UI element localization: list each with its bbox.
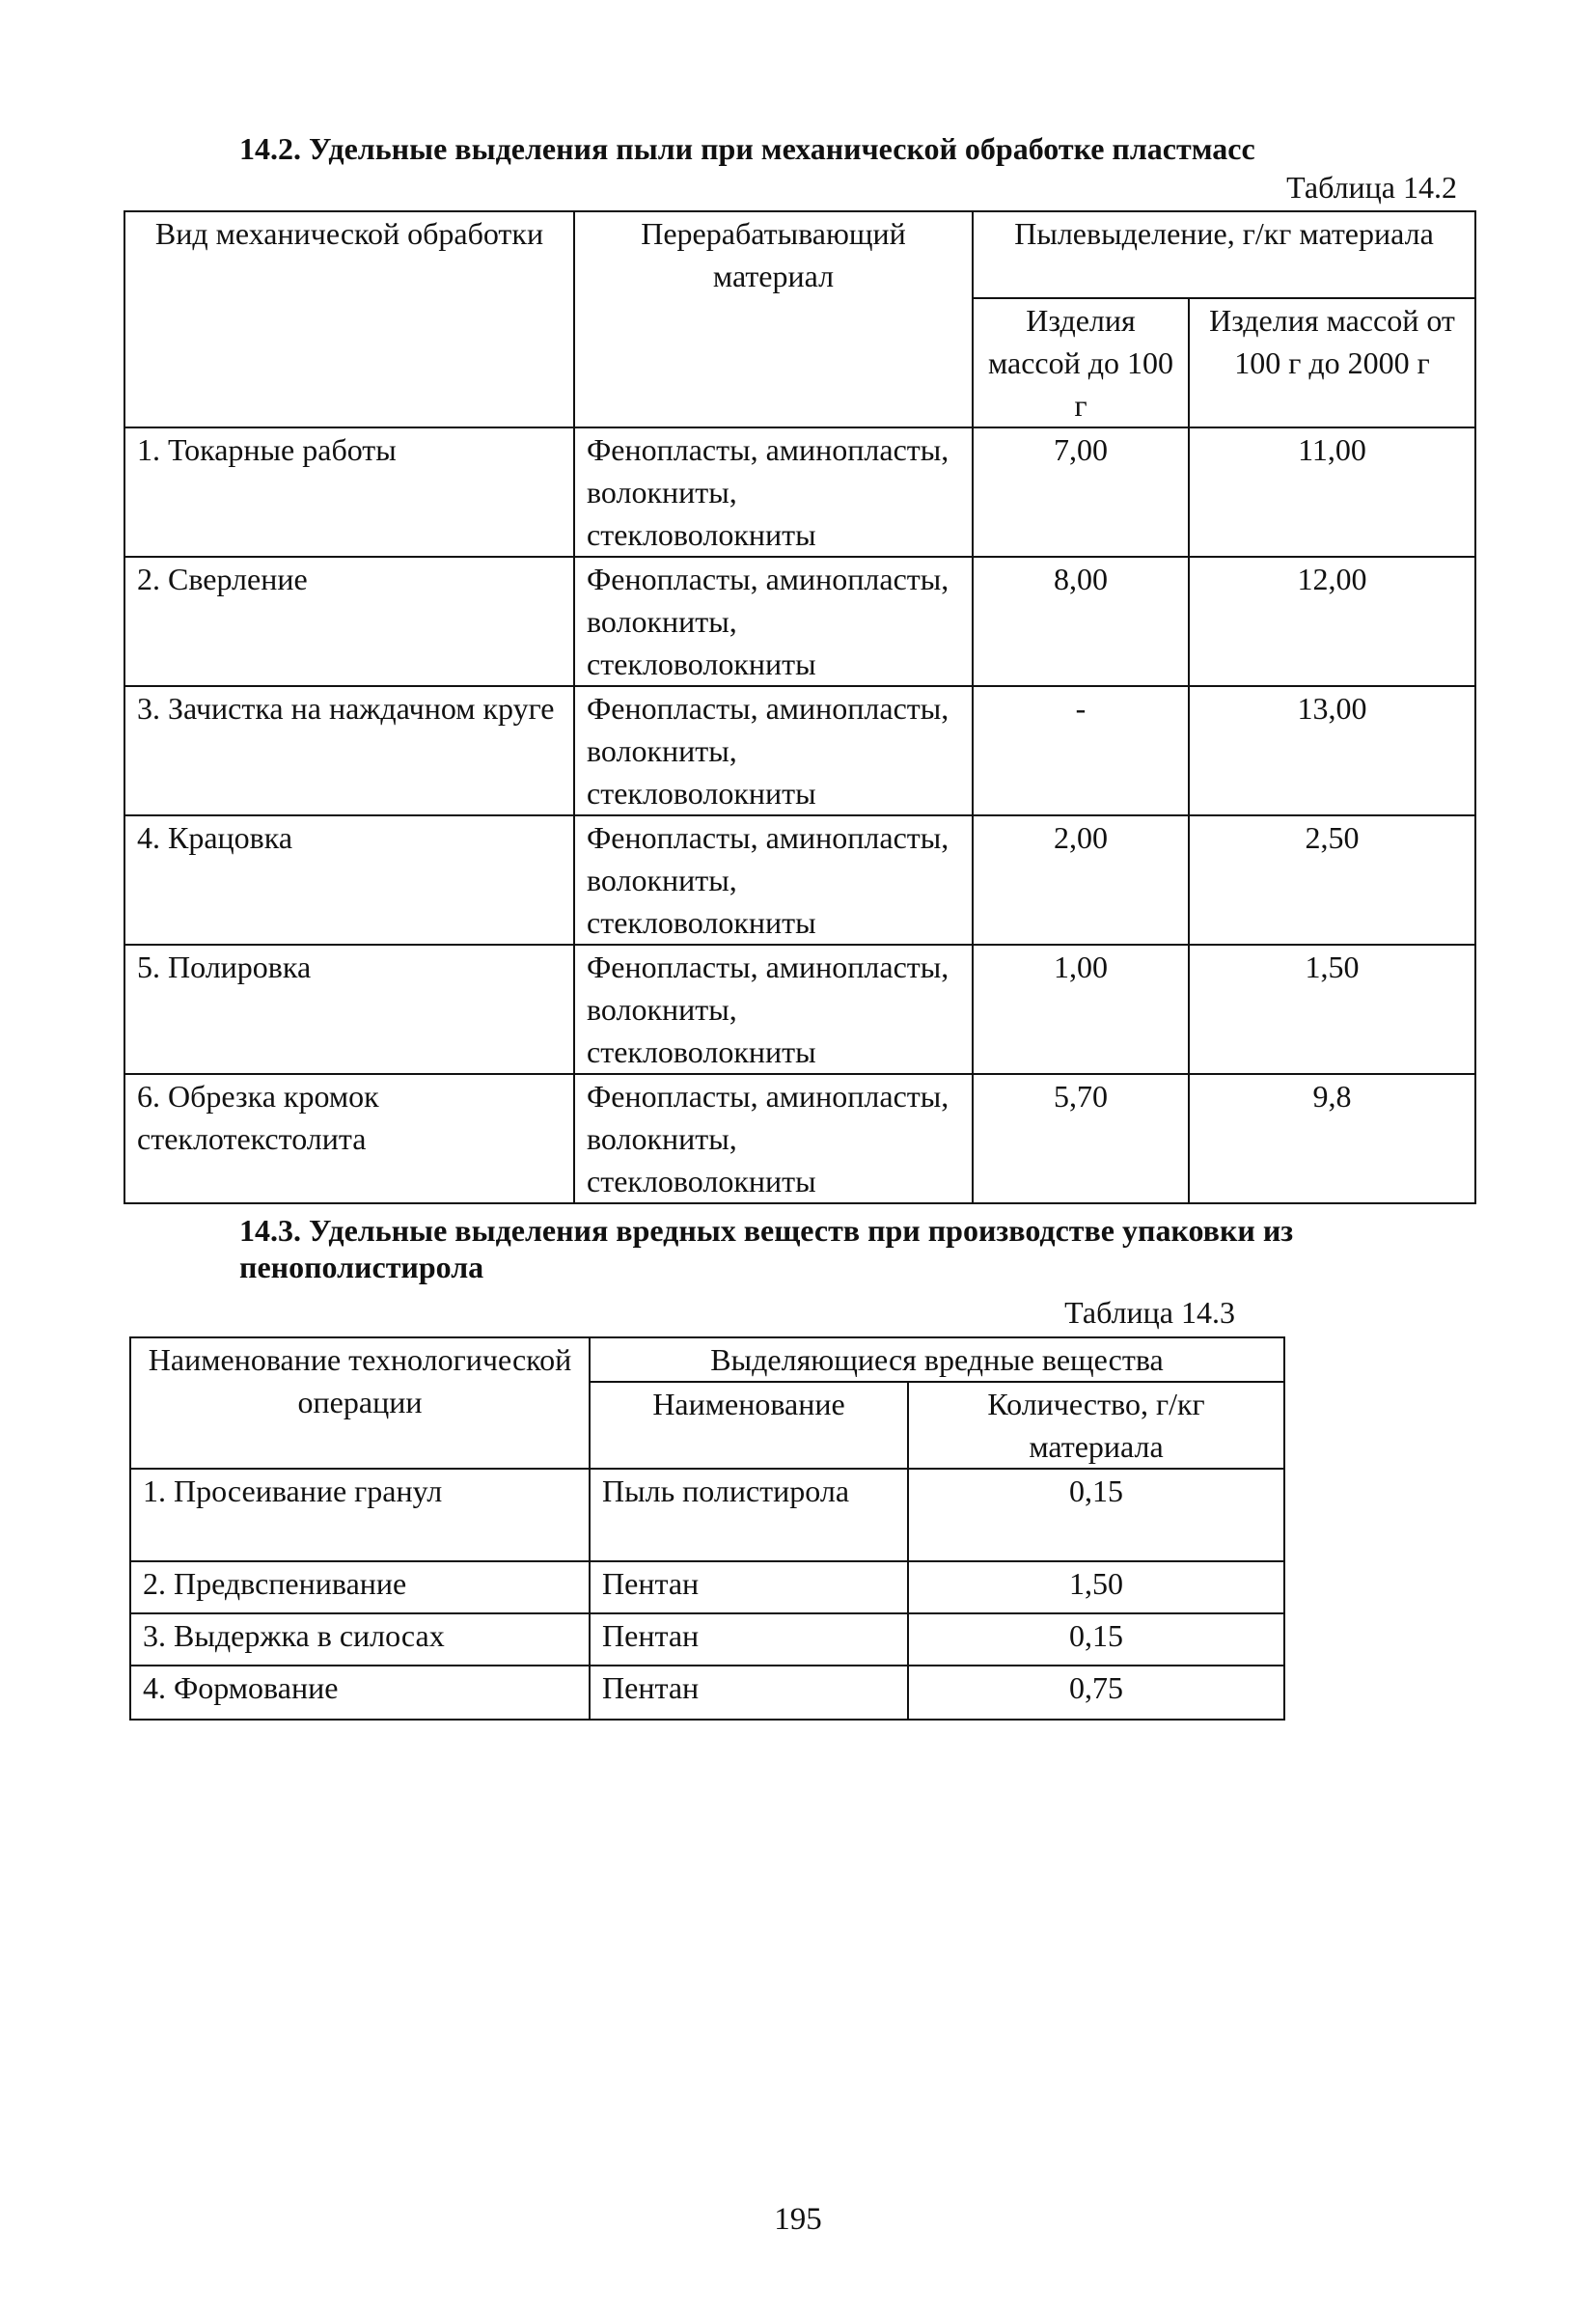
section-14-2-heading: 14.2. Удельные выделения пыли при механической обработке пластмасс [239, 131, 1255, 166]
table-14-3 [129, 1336, 1285, 1721]
treatment-type: 6. Обрезка кромок стеклотекстолита [124, 1074, 574, 1203]
table-row [124, 427, 1475, 557]
section-14-3-heading: 14.3. Удельные выделения вредных веществ при производстве упаковки из пенополистирола [239, 1213, 1294, 1284]
material: Фенопласты, аминопласты, волокниты, стекловолокниты [574, 686, 973, 815]
treatment-type: 4. Крацовка [124, 815, 574, 945]
table-14-2-caption: Таблица 14.2 [1286, 170, 1457, 205]
table-row [124, 686, 1475, 815]
amount: 1,50 [908, 1561, 1284, 1613]
operation: 2. Предвспенивание [130, 1561, 590, 1613]
value-large: 11,00 [1189, 427, 1475, 557]
header-amount: Количество, г/кг материала [908, 1382, 1284, 1469]
table-14-2 [124, 210, 1476, 1204]
value-large: 9,8 [1189, 1074, 1475, 1203]
treatment-type: 3. Зачистка на наждачном круге [124, 686, 574, 815]
material: Фенопласты, аминопласты, волокниты, стекловолокниты [574, 945, 973, 1074]
substance: Пентан [590, 1561, 908, 1613]
operation: 1. Просеивание гранул [130, 1469, 590, 1561]
value-small: 2,00 [973, 815, 1189, 945]
header-substance-name: Наименование [590, 1382, 908, 1469]
table-row [130, 1666, 1284, 1720]
operation: 4. Формование [130, 1666, 590, 1720]
value-large: 2,50 [1189, 815, 1475, 945]
page-number: 195 [774, 2202, 822, 2237]
table-row [130, 1613, 1284, 1666]
material: Фенопласты, аминопласты, волокниты, стекловолокниты [574, 815, 973, 945]
value-large: 13,00 [1189, 686, 1475, 815]
value-large: 1,50 [1189, 945, 1475, 1074]
table-row [124, 557, 1475, 686]
amount: 0,15 [908, 1613, 1284, 1666]
value-small: - [973, 686, 1189, 815]
table-row [124, 945, 1475, 1074]
substance: Пентан [590, 1666, 908, 1720]
header-dust-emission: Пылевыделение, г/кг материала [973, 211, 1475, 298]
amount: 0,15 [908, 1469, 1284, 1561]
header-small-items: Изделия массой до 100 г [973, 298, 1189, 427]
header-treatment-type: Вид механической обработки [124, 211, 574, 427]
table-row [124, 1074, 1475, 1203]
material: Фенопласты, аминопласты, волокниты, стекловолокниты [574, 1074, 973, 1203]
treatment-type: 1. Токарные работы [124, 427, 574, 557]
header-large-items: Изделия массой от 100 г до 2000 г [1189, 298, 1475, 427]
value-small: 1,00 [973, 945, 1189, 1074]
table-row [124, 815, 1475, 945]
header-operation: Наименование технологической операции [130, 1337, 590, 1469]
treatment-type: 2. Сверление [124, 557, 574, 686]
table-14-3-caption: Таблица 14.3 [1064, 1295, 1235, 1330]
table-row [130, 1561, 1284, 1613]
value-small: 5,70 [973, 1074, 1189, 1203]
header-harmful-substances: Выделяющиеся вредные вещества [590, 1337, 1284, 1382]
material: Фенопласты, аминопласты, волокниты, стекловолокниты [574, 557, 973, 686]
substance: Пыль полистирола [590, 1469, 908, 1561]
value-small: 8,00 [973, 557, 1189, 686]
table-row [130, 1469, 1284, 1561]
header-material: Перерабатывающий материал [574, 211, 973, 427]
operation: 3. Выдержка в силосах [130, 1613, 590, 1666]
amount: 0,75 [908, 1666, 1284, 1720]
value-large: 12,00 [1189, 557, 1475, 686]
material: Фенопласты, аминопласты, волокниты, стекловолокниты [574, 427, 973, 557]
substance: Пентан [590, 1613, 908, 1666]
value-small: 7,00 [973, 427, 1189, 557]
treatment-type: 5. Полировка [124, 945, 574, 1074]
